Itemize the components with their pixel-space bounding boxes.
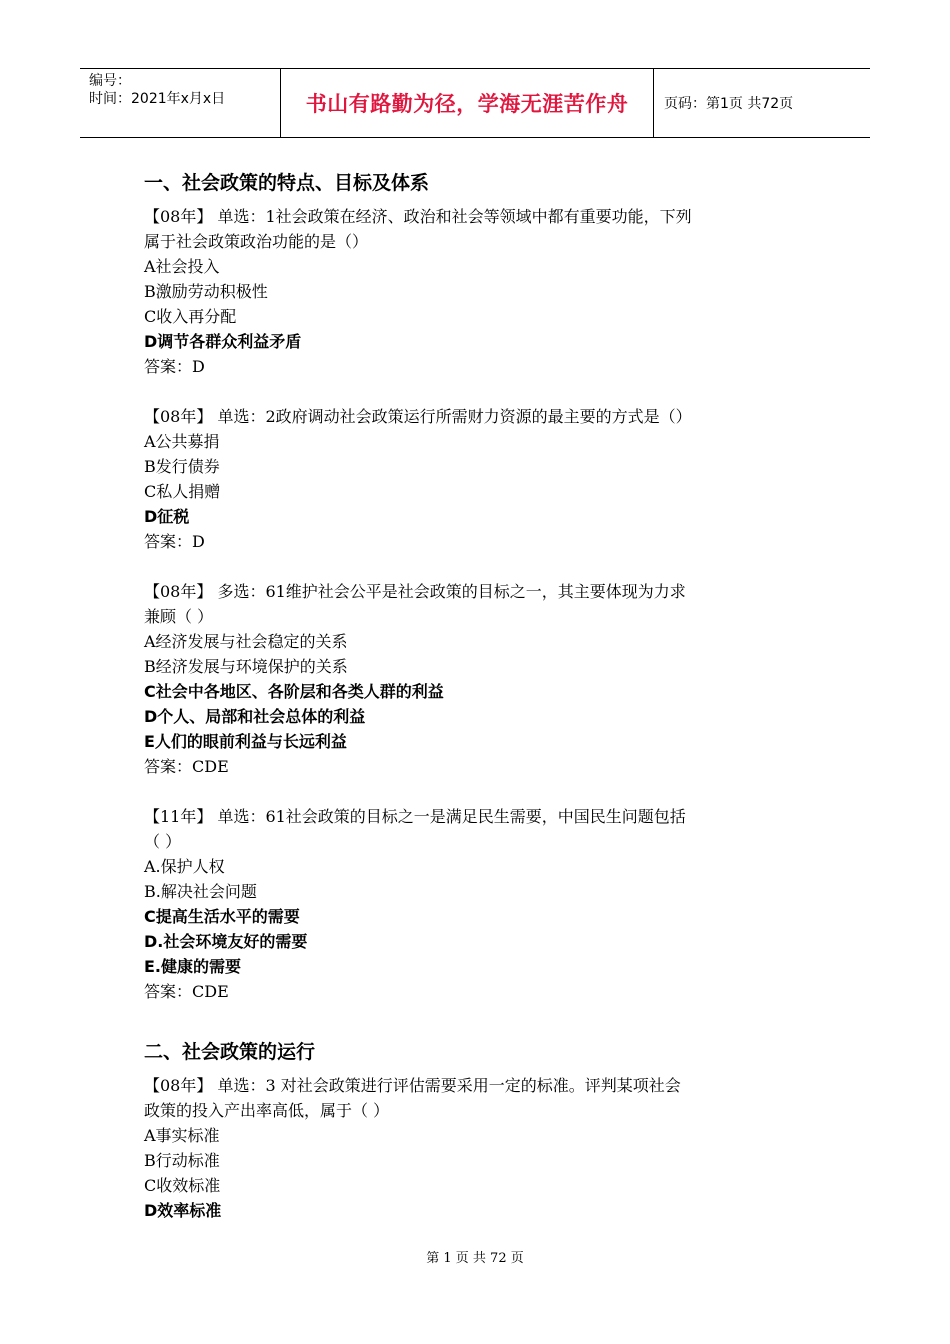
question xyxy=(144,804,814,1004)
question-stem: 兼顾（ ） xyxy=(144,607,214,626)
section-title: 一、社会政策的特点、目标及体系 xyxy=(144,172,430,194)
answer: 答案：CDE xyxy=(144,982,229,1001)
option: A社会投入 xyxy=(144,257,220,276)
page-header xyxy=(80,68,870,138)
option: B发行债券 xyxy=(144,457,220,476)
option: C收效标准 xyxy=(144,1176,221,1195)
header-page-info: 页码：第1页 共72页 xyxy=(664,96,794,112)
header-meta xyxy=(80,69,281,137)
option: A公共募捐 xyxy=(144,432,220,451)
option-correct: D调节各群众利益矛盾 xyxy=(144,332,302,351)
document-time-label: 时间：2021年x月x日 xyxy=(89,91,226,107)
answer: 答案：D xyxy=(144,532,205,551)
question-stem: 政策的投入产出率高低，属于（ ） xyxy=(144,1101,390,1120)
section xyxy=(144,168,814,1004)
option: B行动标准 xyxy=(144,1151,220,1170)
answer: 答案：D xyxy=(144,357,205,376)
question-stem: 【08年】 多选：61维护社会公平是社会政策的目标之一，其主要体现为力求 xyxy=(144,582,686,601)
option-correct: D征税 xyxy=(144,507,190,526)
question-stem: （ ） xyxy=(144,832,182,851)
option-correct: D.社会环境友好的需要 xyxy=(144,932,308,951)
option: B激励劳动积极性 xyxy=(144,282,268,301)
option: C私人捐赠 xyxy=(144,482,221,501)
question-stem: 【11年】 单选：61社会政策的目标之一是满足民生需要，中国民生问题包括 xyxy=(144,807,686,826)
question-stem: 【08年】 单选：2政府调动社会政策运行所需财力资源的最主要的方式是（） xyxy=(144,407,692,426)
option-correct: E.健康的需要 xyxy=(144,957,242,976)
question xyxy=(144,204,814,379)
option: A经济发展与社会稳定的关系 xyxy=(144,632,348,651)
option: B.解决社会问题 xyxy=(144,882,257,901)
section-title: 二、社会政策的运行 xyxy=(144,1041,316,1063)
page-footer: 第 1 页 共 72 页 xyxy=(426,1251,524,1266)
option-correct: E人们的眼前利益与长远利益 xyxy=(144,732,347,751)
option: A.保护人权 xyxy=(144,857,225,876)
option: A事实标准 xyxy=(144,1126,220,1145)
option-correct: D效率标准 xyxy=(144,1201,222,1220)
document-number-label: 编号： xyxy=(89,73,131,89)
question xyxy=(144,579,814,779)
option-correct: C社会中各地区、各阶层和各类人群的利益 xyxy=(144,682,444,701)
option-correct: C提高生活水平的需要 xyxy=(144,907,300,926)
document-body xyxy=(144,168,814,1248)
answer: 答案：CDE xyxy=(144,757,229,776)
header-motto: 书山有路勤为径，学海无涯苦作舟 xyxy=(281,69,654,137)
option: C收入再分配 xyxy=(144,307,237,326)
question-stem: 【08年】 单选：1社会政策在经济、政治和社会等领域中都有重要功能，下列 xyxy=(144,207,692,226)
question-stem: 属于社会政策政治功能的是（） xyxy=(144,232,369,251)
question xyxy=(144,404,814,554)
section xyxy=(144,1037,814,1223)
option-correct: D个人、局部和社会总体的利益 xyxy=(144,707,366,726)
question-stem: 【08年】 单选：3 对社会政策进行评估需要采用一定的标准。评判某项社会 xyxy=(144,1076,681,1095)
option: B经济发展与环境保护的关系 xyxy=(144,657,348,676)
question xyxy=(144,1073,814,1223)
